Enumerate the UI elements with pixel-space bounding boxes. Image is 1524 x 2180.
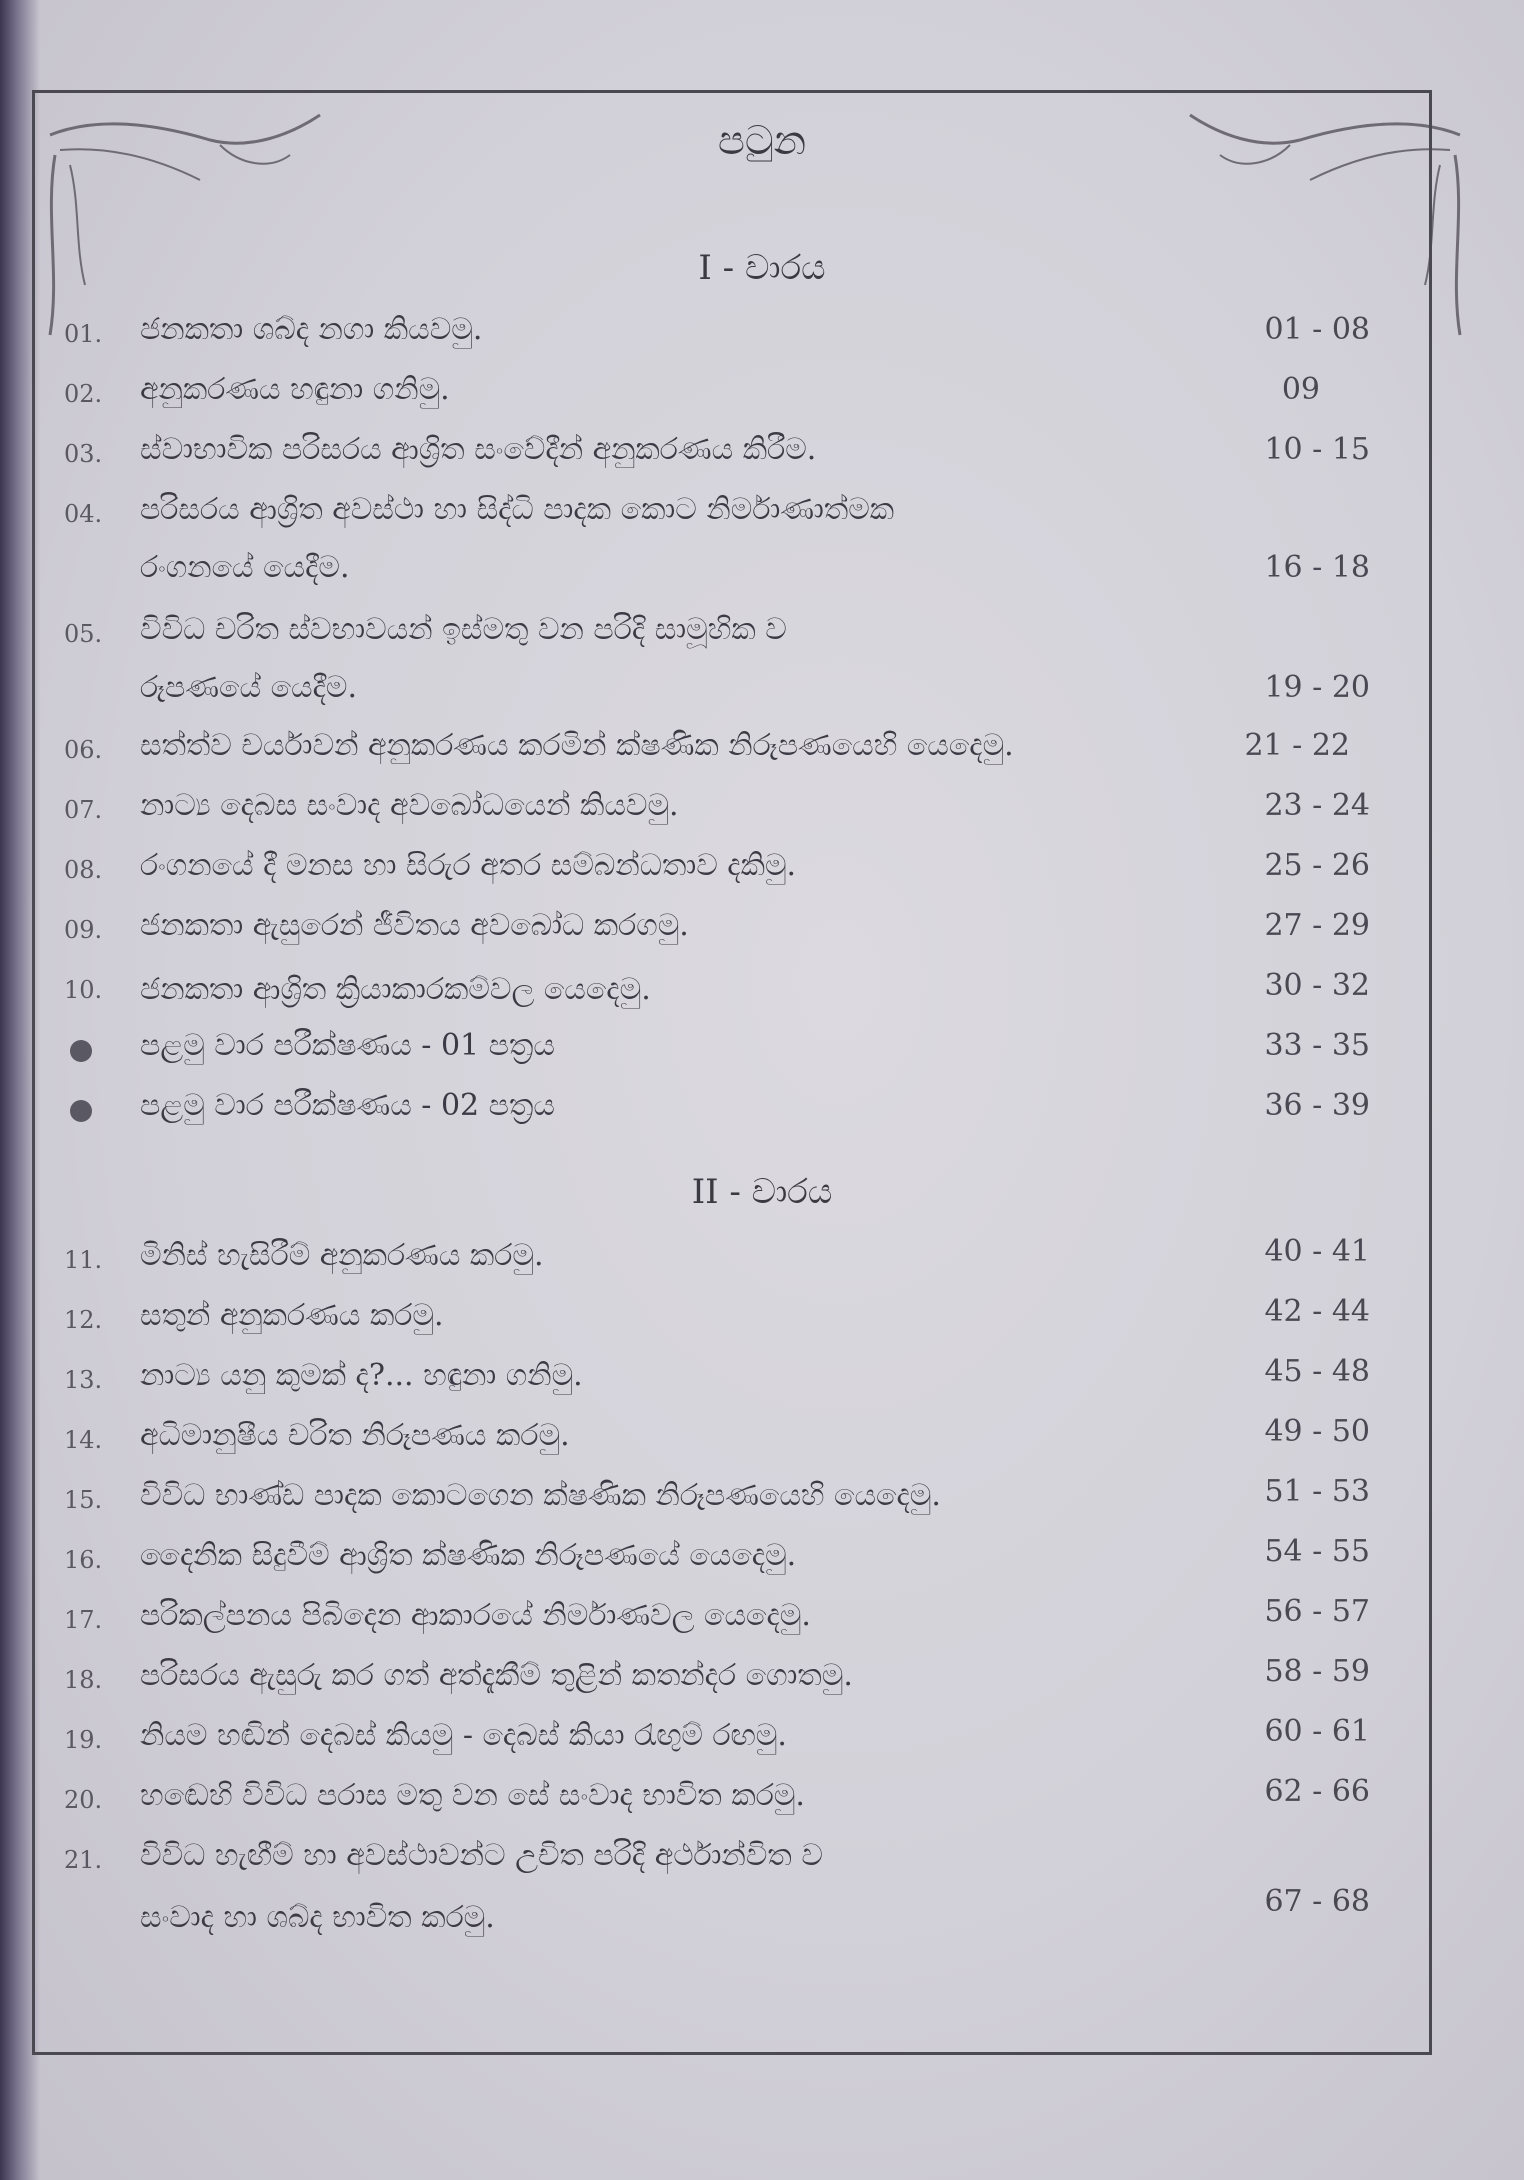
toc-entry bbox=[0, 1714, 1524, 1770]
entry-number: 02. bbox=[64, 380, 103, 408]
entry-title: නාට්‍ය යනු කුමක් ද?... හඳුනා ගනිමු. bbox=[140, 1358, 583, 1393]
section-heading-term-2: II - වාරය bbox=[691, 1172, 833, 1212]
toc-entry bbox=[0, 1088, 1524, 1144]
entry-number: 01. bbox=[64, 320, 103, 348]
entry-pages: 45 - 48 bbox=[1264, 1354, 1370, 1389]
entry-title: පරිසරය ආශ්‍රිත අවස්ථා හා සිද්ධි පාදක කොට නිර්මාණාත්මක bbox=[140, 492, 895, 527]
entry-number: 08. bbox=[64, 856, 103, 884]
toc-entry bbox=[0, 1774, 1524, 1830]
entry-pages: 58 - 59 bbox=[1264, 1654, 1370, 1689]
bullet-marker bbox=[70, 1040, 92, 1062]
toc-entry bbox=[0, 312, 1524, 368]
toc-entry bbox=[0, 728, 1524, 784]
entry-title: රංගනයේ දී මනස හා සිරුර අතර සම්බන්ධතාව දකිමු. bbox=[140, 848, 797, 883]
toc-entry bbox=[0, 432, 1524, 488]
entry-pages: 36 - 39 bbox=[1264, 1088, 1370, 1123]
toc-entry bbox=[0, 1474, 1524, 1530]
entry-pages: 33 - 35 bbox=[1264, 1028, 1370, 1063]
toc-entry bbox=[0, 1654, 1524, 1710]
entry-title: අනුකරණය හඳුනා ගනිමු. bbox=[140, 372, 450, 407]
entry-title: විවිධ භාණ්ඩ පාදක කොටගෙන ක්ෂණික නිරූපණයෙහි යෙදෙමු. bbox=[140, 1478, 941, 1513]
entry-number: 13. bbox=[64, 1366, 103, 1394]
entry-title: විවිධ හැඟීම් හා අවස්ථාවන්ට උචිත පරිදි අර්ථාන්විත ව bbox=[140, 1838, 823, 1873]
entry-title: නියම හඬින් දෙබස් කියමු - දෙබස් කියා රැඟුම් රඟමු. bbox=[140, 1718, 787, 1753]
entry-pages: 10 - 15 bbox=[1264, 432, 1370, 467]
bullet-marker bbox=[70, 1100, 92, 1122]
entry-title: මිනිස් හැසිරීම් අනුකරණය කරමු. bbox=[140, 1238, 544, 1273]
entry-number: 17. bbox=[64, 1606, 103, 1634]
entry-number: 15. bbox=[64, 1486, 103, 1514]
entry-title: පරිසරය ඇසුරු කර ගත් අත්දැකීම් තුළින් කතන්දර ගොතමු. bbox=[140, 1658, 853, 1693]
toc-entry bbox=[0, 1354, 1524, 1410]
entry-pages: 16 - 18 bbox=[1264, 550, 1370, 585]
toc-entry bbox=[0, 492, 1524, 602]
entry-pages: 56 - 57 bbox=[1264, 1594, 1370, 1629]
entry-pages: 09 bbox=[1281, 372, 1320, 407]
entry-title: පළමු වාර පරීක්ෂණය - 02 පත්‍රය bbox=[140, 1088, 555, 1123]
toc-entry bbox=[0, 1534, 1524, 1590]
entry-title: සත්ත්ව චර්යාවන් අනුකරණය කරමින් ක්ෂණික නිරූපණයෙහි යෙදෙමු. bbox=[140, 728, 1014, 763]
entry-pages: 25 - 26 bbox=[1264, 848, 1370, 883]
toc-entry bbox=[0, 1834, 1524, 1954]
entry-number: 12. bbox=[64, 1306, 103, 1334]
entry-number: 05. bbox=[64, 620, 103, 648]
entry-number: 16. bbox=[64, 1546, 103, 1574]
toc-entry bbox=[0, 372, 1524, 428]
section-heading-term-1: I - වාරය bbox=[698, 248, 826, 288]
entry-pages: 19 - 20 bbox=[1264, 670, 1370, 705]
entry-title: දෛනික සිදුවීම් ආශ්‍රිත ක්ෂණික නිරූපණයේ යෙදෙමු. bbox=[140, 1538, 797, 1573]
entry-pages: 30 - 32 bbox=[1264, 968, 1370, 1003]
entry-title: ජනකතා ශබ්ද නගා කියවමු. bbox=[140, 312, 483, 347]
entry-number: 10. bbox=[64, 976, 103, 1004]
toc-entry bbox=[0, 1594, 1524, 1650]
entry-number: 09. bbox=[64, 916, 103, 944]
entry-title-continued: රූපණයේ යෙදීම. bbox=[140, 670, 358, 705]
entry-number: 07. bbox=[64, 796, 103, 824]
entry-pages: 51 - 53 bbox=[1264, 1474, 1370, 1509]
entry-title: ජනකතා ඇසුරෙන් ජීවිතය අවබෝධ කරගමු. bbox=[140, 908, 689, 943]
entry-number: 18. bbox=[64, 1666, 103, 1694]
entry-pages: 42 - 44 bbox=[1264, 1294, 1370, 1329]
entry-title: පළමු වාර පරීක්ෂණය - 01 පත්‍රය bbox=[140, 1028, 555, 1063]
entry-title: ජනකතා ආශ්‍රිත ක්‍රියාකාරකම්වල යෙදෙමු. bbox=[140, 972, 651, 1007]
toc-entry bbox=[0, 1294, 1524, 1350]
entry-title: ස්වාභාවික පරිසරය ආශ්‍රිත සංවේදීන් අනුකරණය කිරීම. bbox=[140, 432, 817, 467]
toc-entry bbox=[0, 788, 1524, 844]
entry-pages: 23 - 24 bbox=[1264, 788, 1370, 823]
toc-entry bbox=[0, 968, 1524, 1024]
entry-title: පරිකල්පනය පිබිදෙන ආකාරයේ නිර්මාණවල යෙදෙමු. bbox=[140, 1598, 811, 1633]
entry-title-continued: සංවාද හා ශබ්ද භාවිත කරමු. bbox=[140, 1900, 495, 1935]
entry-number: 11. bbox=[64, 1246, 103, 1274]
entry-pages: 27 - 29 bbox=[1264, 908, 1370, 943]
toc-entry bbox=[0, 848, 1524, 904]
entry-title: හඬෙහි විවිධ පරාස මතු වන සේ සංවාද භාවිත කරමු. bbox=[140, 1778, 805, 1813]
entry-number: 06. bbox=[64, 736, 103, 764]
entry-number: 04. bbox=[64, 500, 103, 528]
entry-pages: 49 - 50 bbox=[1264, 1414, 1370, 1449]
entry-pages: 54 - 55 bbox=[1264, 1534, 1370, 1569]
entry-title-continued: රංගනයේ යෙදීම. bbox=[140, 550, 350, 585]
toc-entry bbox=[0, 1414, 1524, 1470]
toc-entry bbox=[0, 1028, 1524, 1084]
toc-entry bbox=[0, 612, 1524, 722]
entry-number: 03. bbox=[64, 440, 103, 468]
entry-number: 21. bbox=[64, 1846, 103, 1874]
entry-title: විවිධ චරිත ස්වභාවයන් ඉස්මතු වන පරිදි සාමූහික ව bbox=[140, 612, 787, 647]
entry-number: 20. bbox=[64, 1786, 103, 1814]
entry-pages: 62 - 66 bbox=[1264, 1774, 1370, 1809]
entry-pages: 01 - 08 bbox=[1264, 312, 1370, 347]
page-title: පටුන bbox=[717, 118, 807, 164]
entry-title: නාට්‍ය දෙබස සංවාද අවබෝධයෙන් කියවමු. bbox=[140, 788, 679, 823]
entry-pages: 60 - 61 bbox=[1264, 1714, 1370, 1749]
entry-pages: 21 - 22 bbox=[1244, 728, 1350, 763]
entry-pages: 40 - 41 bbox=[1264, 1234, 1370, 1269]
entry-pages: 67 - 68 bbox=[1264, 1884, 1370, 1919]
toc-entry bbox=[0, 1234, 1524, 1290]
entry-title: සතුන් අනුකරණය කරමු. bbox=[140, 1298, 444, 1333]
entry-title: අධිමානුෂීය චරිත නිරූපණය කරමු. bbox=[140, 1418, 570, 1453]
entry-number: 19. bbox=[64, 1726, 103, 1754]
toc-entry bbox=[0, 908, 1524, 964]
entry-number: 14. bbox=[64, 1426, 103, 1454]
